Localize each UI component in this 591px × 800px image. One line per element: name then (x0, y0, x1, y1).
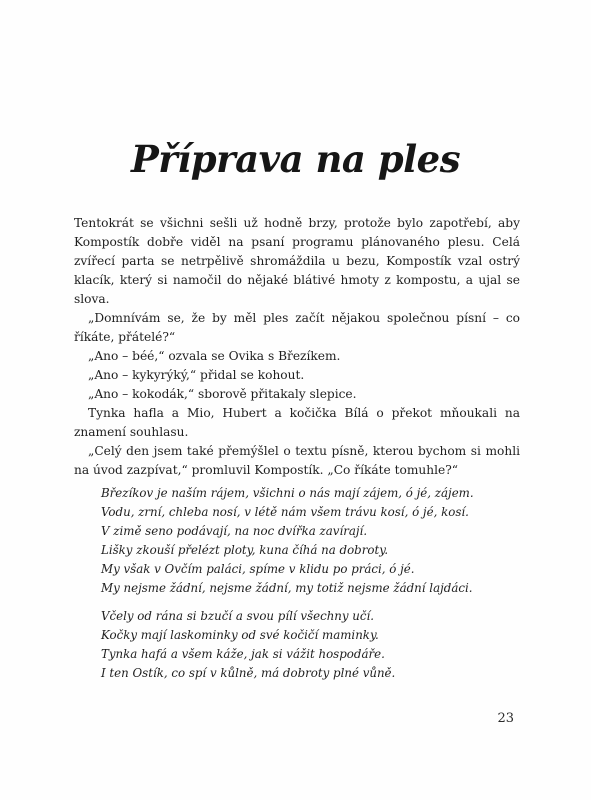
poem-line: Březíkov je naším rájem, všichni o nás mají zájem, ó jé, zájem. (101, 486, 474, 500)
paragraph: „Ano – béé,“ ozvala se Ovika s Březíkem. (88, 349, 341, 363)
chapter-body (74, 214, 520, 480)
paragraph: Tynka hafla a Mio, Hubert a kočička Bílá o překot mňoukali na znamení souhlasu. (74, 406, 520, 439)
poem-line: Včely od rána si bzučí a svou pílí všechny učí. (101, 609, 375, 623)
poem-line: I ten Ostík, co spí v kůlně, má dobroty plné vůně. (101, 666, 396, 681)
poem-line: My nejsme žádní, nejsme žádní, my totiž nejsme žádní lajdáci. (101, 581, 473, 596)
paragraph: „Ano – kokodák,“ sborově přitakaly slepice. (88, 387, 357, 401)
poem-line: Kočky mají laskominky od své kočičí maminky. (101, 628, 379, 643)
poem-stanza (101, 607, 501, 683)
chapter-title: Příprava na ples (130, 136, 461, 181)
paragraph: „Ano – kykyrýký,“ přidal se kohout. (88, 368, 305, 382)
poem-line: Tynka hafá a všem káže, jak si vážit hospodáře. (101, 647, 385, 662)
paragraph: Tentokrát se všichni sešli už hodně brzy, protože bylo zapotřebí, aby Kompostík dobře viděl na psaní programu plánovaného plesu. Celá zvířecí parta se netrpělivě shromáždila u bezu, Kompostík vzal ostrý klacík, který si namočil do nějaké blátivé hmoty z kompostu, a ujal se slova. (74, 216, 520, 306)
poem-line: Vodu, zrní, chleba nosí, v létě nám všem trávu kosí, ó jé, kosí. (101, 505, 469, 520)
page-number: 23 (497, 711, 514, 726)
paragraph: „Celý den jsem také přemýšlel o textu písně, kterou bychom si mohli na úvod zazpívat,“ promluvil Kompostík. „Co říkáte tomuhle?“ (74, 444, 520, 477)
poem-stanza (101, 484, 501, 599)
poem-line: My však v Ovčím paláci, spíme v klidu po práci, ó jé. (101, 562, 415, 577)
paragraph: „Domnívám se, že by měl ples začít nějakou společnou písní – co říkáte, přátelé?“ (74, 311, 520, 344)
poem-line: Lišky zkouší přelézt ploty, kuna číhá na dobroty. (101, 543, 389, 558)
poem-line: V zimě seno podávají, na noc dvířka zavírají. (101, 524, 368, 539)
